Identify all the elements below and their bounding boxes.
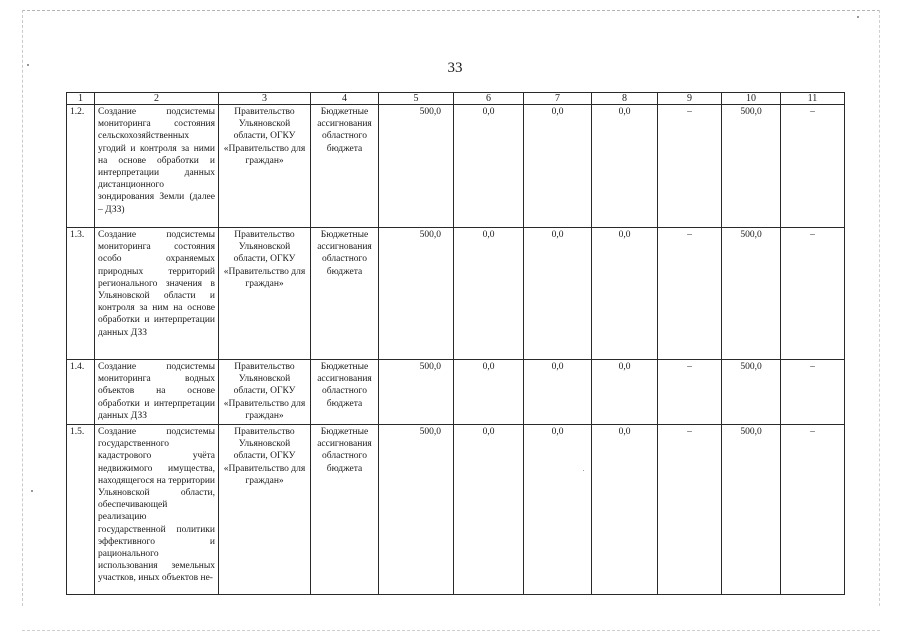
row-executor: Правительство Ульяновской области, ОГКУ «Правительство для граждан» xyxy=(219,425,311,595)
table-row xyxy=(67,105,845,228)
cell-col7: 0,0 xyxy=(524,228,592,360)
cell-col11: – xyxy=(781,228,845,360)
cell-col8: 0,0 xyxy=(592,425,658,595)
cell-col9: – xyxy=(658,360,722,425)
col-header-11: 11 xyxy=(781,93,845,105)
cell-col5: 500,0 xyxy=(379,105,454,228)
col-header-8: 8 xyxy=(592,93,658,105)
cell-col10: 500,0 xyxy=(722,425,781,595)
col-header-1: 1 xyxy=(67,93,95,105)
row-funding-source: Бюджетные ассигнования областного бюджета xyxy=(311,360,379,425)
scan-speck xyxy=(31,490,33,492)
cell-col11: – xyxy=(781,105,845,228)
cell-col6: 0,0 xyxy=(454,360,524,425)
col-header-2: 2 xyxy=(95,93,219,105)
scan-frame-right xyxy=(879,10,881,606)
col-header-3: 3 xyxy=(219,93,311,105)
scan-frame-top xyxy=(22,10,880,12)
cell-col9: – xyxy=(658,228,722,360)
cell-col10: 500,0 xyxy=(722,228,781,360)
scan-frame-left xyxy=(22,10,24,606)
cell-col7: 0,0 xyxy=(524,105,592,228)
row-number: 1.4. xyxy=(67,360,95,425)
row-number: 1.3. xyxy=(67,228,95,360)
cell-col6: 0,0 xyxy=(454,228,524,360)
cell-col5: 500,0 xyxy=(379,360,454,425)
row-executor: Правительство Ульяновской области, ОГКУ «Правительство для граждан» xyxy=(219,360,311,425)
cell-col11: – xyxy=(781,425,845,595)
scan-speck xyxy=(27,64,29,66)
cell-col7: 0,0 xyxy=(524,425,592,595)
cell-col8: 0,0 xyxy=(592,360,658,425)
table-row xyxy=(67,228,845,360)
col-header-5: 5 xyxy=(379,93,454,105)
row-description: Создание подсистемы государственного кадастрового учёта недвижимого имущества, находящегося на территории Ульяновской области, обеспечивающей реализацию государственной политики эффективного и рационального использования земельных участков, иных объектов не- xyxy=(95,425,219,595)
col-header-4: 4 xyxy=(311,93,379,105)
row-description: Создание подсистемы мониторинга состояния сельскохозяйственных угодий и контроля за ними на основе обработки и интерпретации данных дистанционного зондирования Земли (далее – ДЗЗ) xyxy=(95,105,219,228)
table-row xyxy=(67,425,845,595)
row-number: 1.5. xyxy=(67,425,95,595)
row-executor: Правительство Ульяновской области, ОГКУ «Правительство для граждан» xyxy=(219,105,311,228)
row-number: 1.2. xyxy=(67,105,95,228)
cell-col6: 0,0 xyxy=(454,425,524,595)
col-header-10: 10 xyxy=(722,93,781,105)
row-executor: Правительство Ульяновской области, ОГКУ «Правительство для граждан» xyxy=(219,228,311,360)
cell-col8: 0,0 xyxy=(592,105,658,228)
row-funding-source: Бюджетные ассигнования областного бюджета xyxy=(311,425,379,595)
table-row xyxy=(67,360,845,425)
cell-col5: 500,0 xyxy=(379,425,454,595)
scan-speck xyxy=(857,16,859,18)
col-header-7: 7 xyxy=(524,93,592,105)
row-funding-source: Бюджетные ассигнования областного бюджета xyxy=(311,105,379,228)
cell-col10: 500,0 xyxy=(722,105,781,228)
cell-col9: – xyxy=(658,425,722,595)
cell-col7: 0,0 xyxy=(524,360,592,425)
program-table xyxy=(66,92,845,595)
cell-col5: 500,0 xyxy=(379,228,454,360)
col-header-9: 9 xyxy=(658,93,722,105)
cell-col6: 0,0 xyxy=(454,105,524,228)
cell-col11: – xyxy=(781,360,845,425)
cell-col9: – xyxy=(658,105,722,228)
cell-col10: 500,0 xyxy=(722,360,781,425)
row-funding-source: Бюджетные ассигнования областного бюджета xyxy=(311,228,379,360)
row-description: Создание подсистемы мониторинга водных объектов на основе обработки и интерпретации данных ДЗЗ xyxy=(95,360,219,425)
header-row xyxy=(67,93,845,105)
col-header-6: 6 xyxy=(454,93,524,105)
row-description: Создание подсистемы мониторинга состояния особо охраняемых природных территорий регионального значения в Ульяновской области и контроля за ним на основе обработки и интерпретации данных ДЗЗ xyxy=(95,228,219,360)
cell-col8: 0,0 xyxy=(592,228,658,360)
scan-frame-bottom xyxy=(22,630,880,632)
page-number: 33 xyxy=(447,60,463,76)
